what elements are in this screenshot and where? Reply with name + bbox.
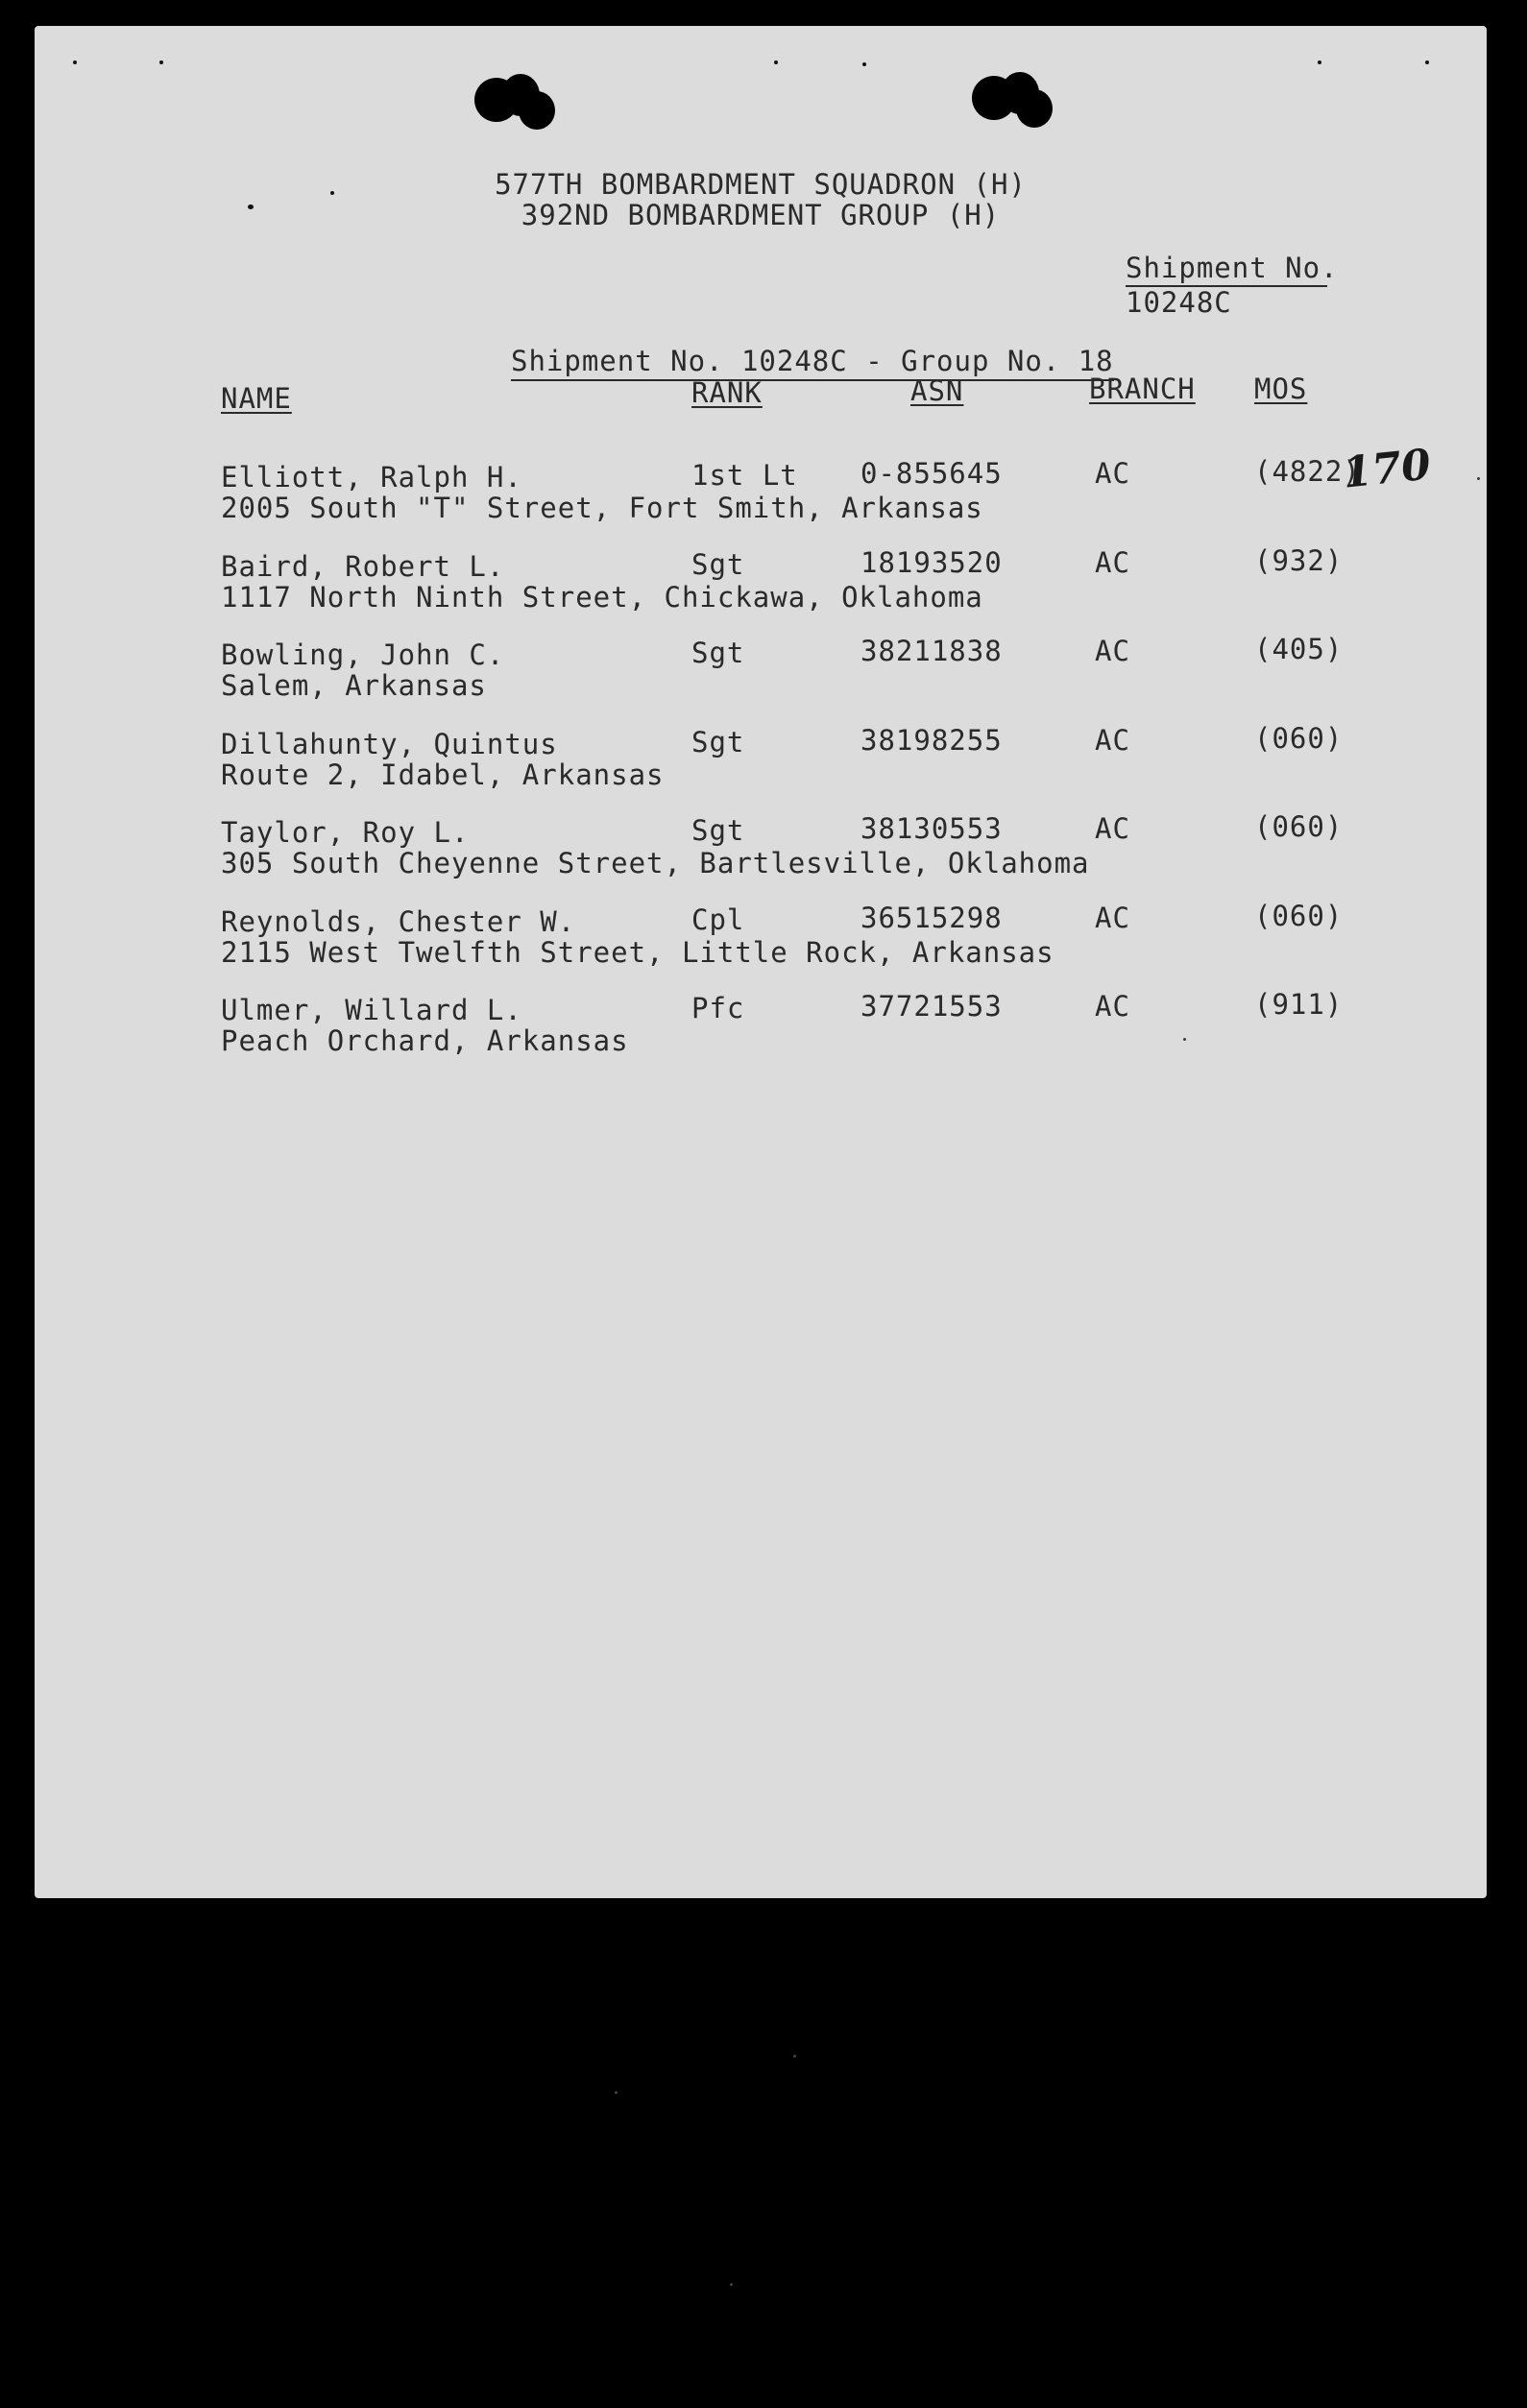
document-page (35, 26, 1487, 1898)
entry-asn: 36515298 (860, 902, 1003, 934)
handwritten-page-number: 170 (1340, 440, 1434, 498)
entry-rank: Sgt (691, 814, 745, 847)
column-header-name: NAME (221, 382, 292, 415)
entry-asn: 38198255 (860, 724, 1003, 757)
shipment-number-block (1126, 253, 1339, 318)
entry-rank: Sgt (691, 548, 745, 581)
entry-name: Dillahunty, Quintus (221, 728, 558, 760)
entry-branch: AC (1095, 546, 1130, 579)
entry-rank: 1st Lt (691, 459, 798, 492)
entry-asn: 18193520 (860, 546, 1003, 579)
entry-rank: Cpl (691, 903, 745, 936)
entry-asn: 38211838 (860, 635, 1003, 667)
entry-asn: 0-855645 (860, 457, 1003, 490)
entry-address: 2115 West Twelfth Street, Little Rock, Arkansas (221, 936, 1054, 969)
speck (159, 60, 163, 64)
speck (774, 60, 778, 64)
entry-address: Route 2, Idabel, Arkansas (221, 759, 665, 791)
entry-asn: 37721553 (860, 990, 1003, 1023)
entry-mos: (405) (1254, 633, 1344, 665)
entry-address: 305 South Cheyenne Street, Bartlesville, Oklahoma (221, 847, 1090, 879)
entry-name: Baird, Robert L. (221, 550, 505, 583)
entry-rank: Sgt (691, 726, 745, 759)
speck (73, 60, 77, 64)
speck (730, 2283, 733, 2286)
group-title: Shipment No. 10248C - Group No. 18 (511, 345, 1114, 381)
speck (1425, 60, 1429, 64)
squadron-heading: 577TH BOMBARDMENT SQUADRON (H) (495, 168, 1027, 201)
speck (862, 62, 866, 66)
entry-address: Peach Orchard, Arkansas (221, 1024, 629, 1057)
entry-rank: Pfc (691, 992, 745, 1024)
column-header-asn: ASN (910, 374, 964, 407)
punch-hole-left (474, 74, 559, 133)
entry-asn: 38130553 (860, 812, 1003, 845)
entry-mos: (911) (1254, 988, 1344, 1021)
entry-mos: (932) (1254, 544, 1344, 577)
entry-mos: (4822) (1254, 455, 1361, 488)
entry-branch: AC (1095, 724, 1130, 757)
entry-branch: AC (1095, 812, 1130, 845)
entry-name: Elliott, Ralph H. (221, 461, 522, 494)
column-header-branch: BRANCH (1089, 373, 1196, 405)
speck (1183, 1038, 1186, 1041)
entry-name: Taylor, Roy L. (221, 816, 470, 849)
entry-branch: AC (1095, 990, 1130, 1023)
speck (615, 2091, 618, 2094)
column-header-rank: RANK (691, 376, 763, 409)
entry-address: Salem, Arkansas (221, 669, 487, 702)
speck (1318, 60, 1321, 64)
entry-address: 2005 South "T" Street, Fort Smith, Arkansas (221, 492, 983, 524)
speck (793, 2055, 796, 2058)
group-heading: 392ND BOMBARDMENT GROUP (H) (521, 199, 1001, 231)
entry-address: 1117 North Ninth Street, Chickawa, Oklahoma (221, 581, 983, 614)
speck (1477, 477, 1480, 480)
shipment-number: 10248C (1126, 286, 1232, 319)
entry-mos: (060) (1254, 810, 1344, 843)
entry-name: Reynolds, Chester W. (221, 905, 576, 938)
entry-branch: AC (1095, 902, 1130, 934)
entry-mos: (060) (1254, 900, 1344, 932)
entry-branch: AC (1095, 635, 1130, 667)
entry-mos: (060) (1254, 722, 1344, 755)
entry-branch: AC (1095, 457, 1130, 490)
entry-name: Ulmer, Willard L. (221, 994, 522, 1026)
punch-hole-right (972, 72, 1056, 132)
entry-name: Bowling, John C. (221, 638, 505, 671)
shipment-label: Shipment No. (1126, 252, 1339, 284)
entry-rank: Sgt (691, 637, 745, 669)
column-header-mos: MOS (1254, 373, 1308, 405)
